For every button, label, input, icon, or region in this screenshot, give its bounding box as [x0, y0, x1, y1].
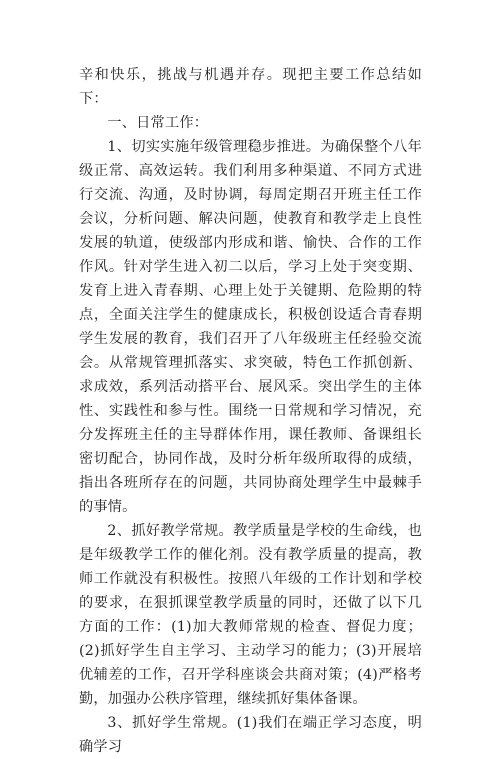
document-body — [79, 63, 422, 759]
intro-line: 辛和快乐，挑战与机遇并存。现把主要工作总结如下： — [79, 67, 422, 107]
paragraph-student-routine: 3、抓好学生常规。(1)我们在端正学习态度，明确学习 — [79, 715, 422, 755]
section-heading-daily-work: 一、日常工作： — [107, 115, 209, 131]
paragraph-teaching-routine: 2、抓好教学常规。教学质量是学校的生命线，也是年级教学工作的催化剂。没有教学质量的提高，教师工作就没有积极性。按照八年级的工作计划和学校的要求，在狠抓课堂教学质量的同时，还做了以下几方面的工作：(1)加大教师常规的检查、督促力度；(2)抓好学生自主学习、主动学习的能力；(3)开展培优辅差的工作，召开学科座谈会共商对策；(4)严格考勤，加强办公秩序管理，继续抓好集体备课。 — [79, 523, 422, 707]
paragraph-grade-management: 1、切实实施年级管理稳步推进。为确保整个八年级正常、高效运转。我们利用多种渠道、不同方式进行交流、沟通，及时协调，每周定期召开班主任工作会议，分析问题、解决问题，使教育和教学走上良性发展的轨道，使级部内形成和谐、愉快、合作的工作作风。针对学生进入初二以后，学习上处于突变期、发育上进入青春期、心理上处于关键期、危险期的特点，全面关注学生的健康成长，积极创设适合青春期学生发展的教育，我们召开了八年级班主任经验交流会。从常规管理抓落实、求突破，特色工作抓创新、求成效，系列活动搭平台、展风采。突出学生的主体性、实践性和参与性。围绕一日常规和学习情况，充分发挥班主任的主导群体作用，课任教师、备课组长密切配合，协同作战，及时分析年级所取得的成绩，指出各班所存在的问题，共同协商处理学生中最棘手的事情。 — [79, 139, 422, 515]
